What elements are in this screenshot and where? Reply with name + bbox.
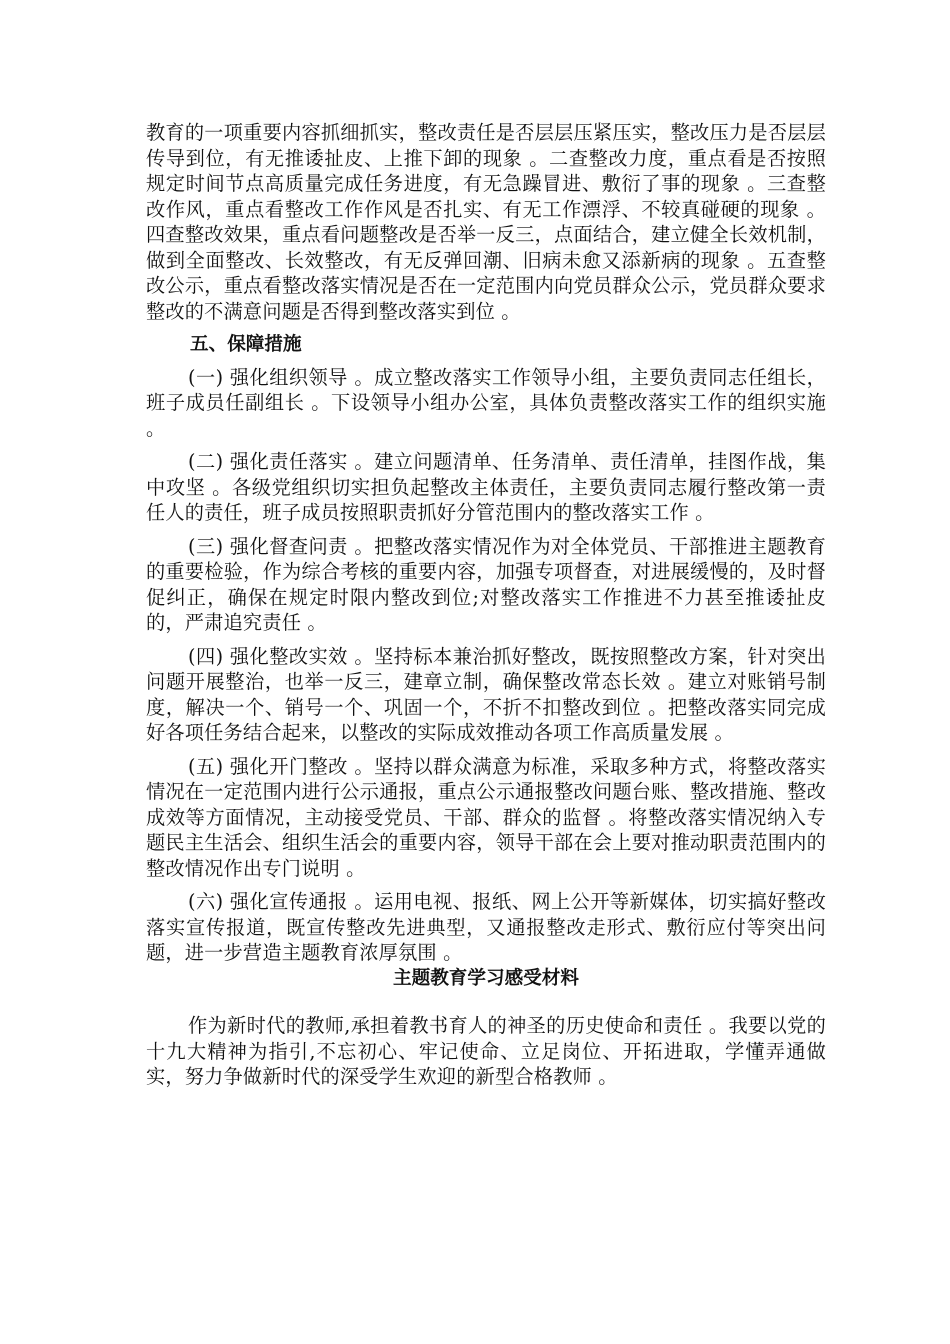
document-title: 主题教育学习感受材料 [393,967,579,989]
measure-paragraph-4: (四) 强化整改实效 。坚持标本兼治抓好整改，既按照整改方案，针对突出问题开展整治，也举一反三，建章立制，确保整改常态长效 。建立对账销号制度，解决一个、销号一个、巩固一个，不折不扣整改到位 。把整改落实同完成好各项任务结合起来，以整改的实际成效推动各项工作高质量发展 。 [146,644,826,744]
section-heading: 五、保障措施 [190,334,302,355]
measure-paragraph-1: (一) 强化组织领导 。成立整改落实工作领导小组，主要负责同志任组长，班子成员任副组长 。下设领导小组办公室，具体负责整改落实工作的组织实施 。 [146,365,826,440]
intro-paragraph: 教育的一项重要内容抓细抓实，整改责任是否层层压紧压实，整改压力是否层层传导到位，有无推诿扯皮、上推下卸的现象 。二查整改力度，重点看是否按照规定时间节点高质量完成任务进度，有无急躁冒进、敷衍了事的现象 。三查整改作风，重点看整改工作作风是否扎实、有无工作漂浮、不较真碰硬的现象 。四查整改效果，重点看问题整改是否举一反三，点面结合，建立健全长效机制，做到全面整改、长效整改，有无反弹回潮、旧病未愈又添新病的现象 。五查整改公示，重点看整改落实情况是否在一定范围内向党员群众公示，党员群众要求整改的不满意问题是否得到整改落实到位 。 [146,121,826,323]
final-paragraph: 作为新时代的教师,承担着教书育人的神圣的历史使命和责任 。我要以党的十九大精神为指引,不忘初心、牢记使命、立足岗位、开拓进取，学懂弄通做实，努力争做新时代的深受学生欢迎的新型合格教师 。 [146,1014,826,1088]
measure-paragraph-3: (三) 强化督查问责 。把整改落实情况作为对全体党员、干部推进主题教育的重要检验，作为综合考核的重要内容，加强专项督查，对进展缓慢的，及时督促纠正，确保在规定时限内整改到位;对整改落实工作推进不力甚至推诿扯皮的，严肃追究责任 。 [146,534,826,634]
document-page [146,120,826,1090]
measure-paragraph-5: (五) 强化开门整改 。坚持以群众满意为标准，采取多种方式，将整改落实情况在一定范围内进行公示通报，重点公示通报整改问题台账、整改措施、整改成效等方面情况，主动接受党员、干部、群众的监督 。将整改落实情况纳入专题民主生活会、组织生活会的重要内容，领导干部在会上要对推动职责范围内的整改情况作出专门说明 。 [146,754,826,880]
measure-paragraph-2: (二) 强化责任落实 。建立问题清单、任务清单、责任清单，挂图作战，集中攻坚 。各级党组织切实担负起整改主体责任，主要负责同志履行整改第一责任人的责任，班子成员按照职责抓好分管范围内的整改落实工作 。 [146,450,826,524]
measure-paragraph-6: (六) 强化宣传通报 。运用电视、报纸、网上公开等新媒体，切实搞好整改落实宣传报道，既宣传整改先进典型，又通报整改走形式、敷衍应付等突出问题，进一步营造主题教育浓厚氛围 。 [146,890,826,964]
